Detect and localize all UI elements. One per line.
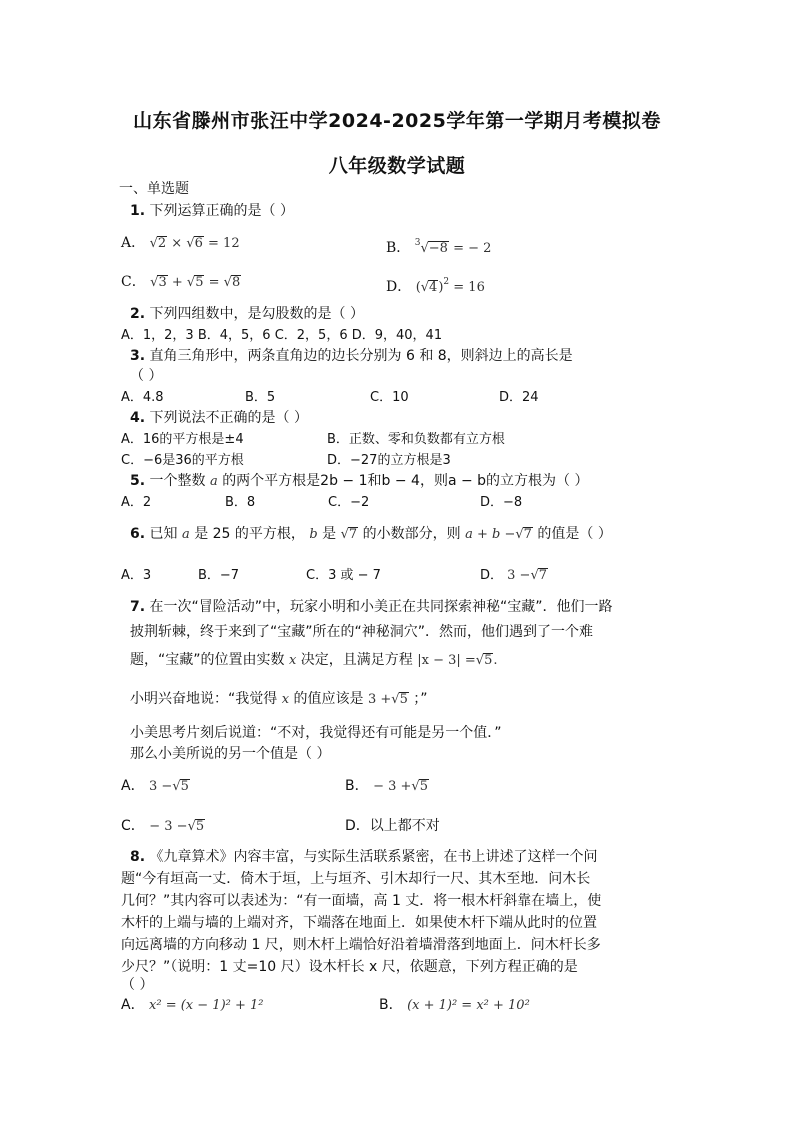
q7-option-d: D．以上都不对 — [345, 818, 440, 834]
q8-line-7: （ ） — [121, 977, 154, 993]
q7-option-a: A． 3 −√5 — [121, 778, 189, 794]
q8-option-b: B． (x + 1)² = x² + 10² — [379, 997, 530, 1013]
q4-option-b: B．正数、零和负数都有立方根 — [327, 432, 505, 447]
q7-line-2: 披荆斩棘，终于来到了“宝藏”所在的“神秘洞穴”．然而，他们遇到了一个难 — [130, 624, 594, 640]
q1-option-b: B． $^3$√−8 = − 2 — [386, 238, 492, 256]
page-title: 山东省滕州市张汪中学2024-2025学年第一学期月考模拟卷 — [133, 110, 661, 132]
q8-line-2: 题“今有垣高一丈．倚木于垣，上与垣齐、引木却行一尺、其木至地．问木长 — [121, 871, 591, 887]
q8-line-6: 少尺？”（说明：1 丈=10 尺）设木杆长 x 尺，依题意，下列方程正确的是 — [121, 959, 578, 975]
q4-option-d: D．−27的立方根是3 — [327, 453, 451, 468]
q4-option-c: C．−6是36的平方根 — [121, 453, 244, 468]
q8-line-5: 向远离墙的方向移动 1 尺，则木杆上端恰好沿着墙滑落到地面上．问木杆长多 — [121, 937, 601, 953]
q5-option-a: A．2 — [121, 495, 152, 510]
question-1: 1. 下列运算正确的是（ ） — [130, 203, 294, 219]
q6-option-d: D． 3 −√7 — [480, 568, 548, 583]
q7-option-b: B． − 3 +√5 — [345, 778, 428, 794]
q6-option-b: B．−7 — [198, 568, 240, 583]
q1-option-a: A． √2 × √6 = 12 — [121, 235, 240, 251]
q1-option-c: C． √3 + √5 = √8 — [121, 274, 241, 290]
question-8: 8. 《九章算术》内容丰富，与实际生活联系紧密，在书上讲述了这样一个问 — [130, 849, 598, 865]
q2-options: A．1，2，3 B．4，5，6 C．2，5，6 D．9，40，41 — [121, 328, 443, 343]
q4-option-a: A．16的平方根是±4 — [121, 432, 244, 447]
q5-option-c: C．−2 — [328, 495, 370, 510]
question-6: 6. 已知 a 是 25 的平方根， b 是 √7 的小数部分，则 a + b −√7 的值是（ ） — [130, 526, 612, 542]
q7-option-c: C． − 3 −√5 — [121, 818, 205, 834]
q7-line-3: 题，“宝藏”的位置由实数 x 决定，且满足方程 |x − 3| =√5. — [130, 652, 498, 668]
q8-option-a: A． x² = (x − 1)² + 1² — [121, 997, 264, 1013]
question-3: 3. 直角三角形中，两条直角边的边长分别为 6 和 8，则斜边上的高长是 — [130, 348, 573, 364]
page-subtitle: 八年级数学试题 — [328, 155, 466, 177]
question-7: 7. 在一次“冒险活动”中，玩家小明和小美正在共同探索神秘“宝藏”．他们一路 — [130, 599, 613, 615]
q5-option-d: D．−8 — [480, 495, 523, 510]
section-heading: 一、单选题 — [119, 181, 189, 197]
q5-option-b: B．8 — [225, 495, 256, 510]
q8-line-3: 几何？”其内容可以表述为：“有一面墙，高 1 丈．将一根木杆斜靠在墙上，使 — [121, 893, 602, 909]
question-5: 5. 一个整数 a 的两个平方根是2b − 1和b − 4，则a − b的立方根为（ ） — [130, 473, 589, 489]
q3-option-c: C．10 — [370, 390, 409, 405]
q3-stem-cont: （ ） — [130, 368, 163, 384]
q1-option-d: D． $(√4)^2 = 16$ — [386, 277, 485, 295]
q6-option-a: A．3 — [121, 568, 152, 583]
q8-line-4: 木杆的上端与墙的上端对齐，下端落在地面上．如果使木杆下端从此时的位置 — [121, 915, 597, 931]
q6-option-c: C．3 或 − 7 — [306, 568, 381, 583]
q3-option-b: B．5 — [245, 390, 276, 405]
q3-option-d: D．24 — [499, 390, 539, 405]
q7-line-4: 小明兴奋地说：“我觉得 x 的值应该是 3 +√5 ；” — [130, 691, 428, 707]
question-2: 2. 下列四组数中，是勾股数的是（ ） — [130, 306, 364, 322]
q3-option-a: A．4.8 — [121, 390, 164, 405]
question-4: 4. 下列说法不正确的是（ ） — [130, 410, 308, 426]
q7-line-5: 小美思考片刻后说道：“不对，我觉得还有可能是另一个值．” — [130, 725, 502, 741]
q7-line-6: 那么小美所说的另一个值是（ ） — [130, 746, 331, 762]
